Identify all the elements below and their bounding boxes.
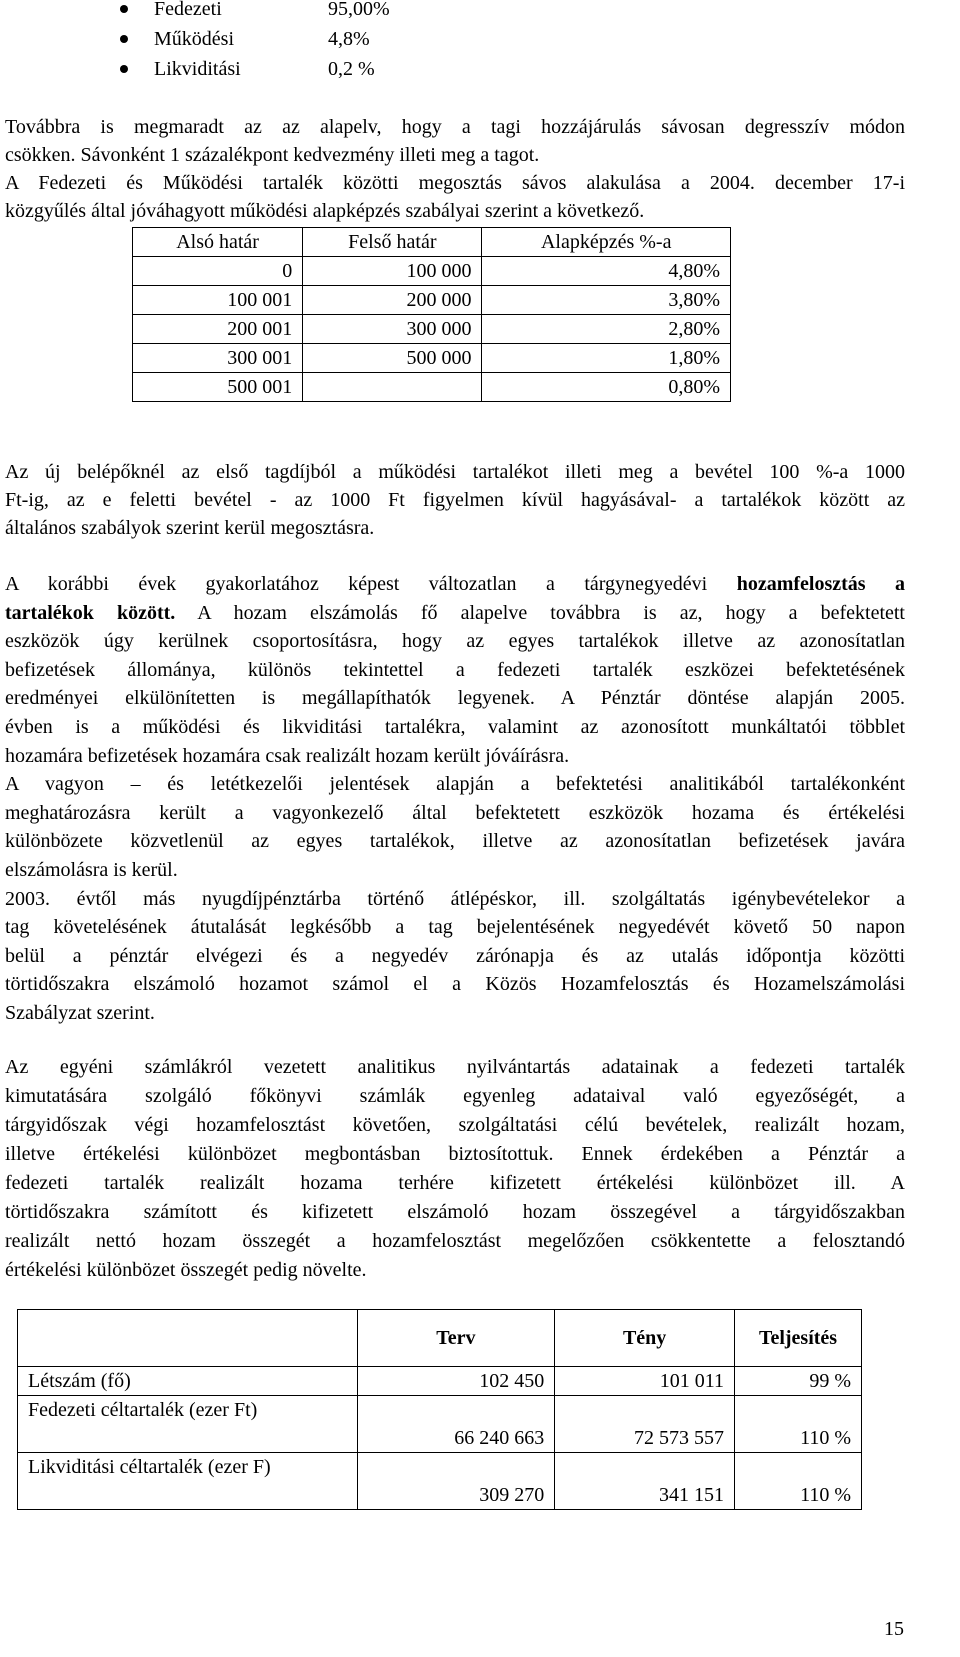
paragraph-new-members: Az új belépőknél az első tagdíjból a működési tartalékot illeti meg a bevétel 100 %-a 1000 Ft-ig, az e feletti bevétel - az 1000 Ft figyelmen kívül hagyásával- a tartalékok között az általános szabályok szerint kerül megosztásra. (5, 461, 905, 539)
reserve-split-list (120, 0, 390, 84)
table-row: Létszám (fő) 102 450 101 011 99 % (18, 1367, 862, 1396)
band-table (132, 227, 731, 402)
paragraph-yield-allocation: A korábbi évek gyakorlatához képest változatlan a tárgynegyedévi hozamfelosztás a tartalékok között. A hozam elszámolás fő alapelve továbbra is az, hogy a befektetett eszközök úgy kerülnek csoportosításra, hogy az egyes tartalékok illetve az azonosítatlan befizetések állománya, különös tekintettel a fedezeti tartalék eszközei befektetésének eredményei elkülönítetten is megállapíthatók legyenek. A Pénztár döntése alapján 2005. évben is a működési és likviditási tartalékra, valamint az azonosított munkáltatói többlet hozamára befizetések hozamára csak realizált hozam került jóváírásra. A vagyon – és letétkezelői jelentések alapján a befektetési analitikából tartalékonként meghatározásra került a vagyonkezelő által befektetett eszközök hozama és értékelési különbözete közvetlenül az egyes tartalékok, illetve az azonosítatlan befizetések javára elszámolásra is kerül. 2003. évtől más nyugdíjpénztárba történő átlépéskor, ill. szolgáltatás igénybevételekor a tag követelésének átutalását legkésőbb a tag bejelentésének negyedévét követő 50 napon belül a pénztár elvégezi és a negyedév zárónapja és az utalás időpontja közötti törtidőszakra elszámoló hozamot számol el a Közös Hozamfelosztás és Hozamelszámolási Szabályzat szerint. (5, 573, 906, 1024)
paragraph-degressive: Továbbra is megmaradt az az alapelv, hogy a tagi hozzájárulás sávosan degresszív módon csökken. Sávonként 1 százalékpont kedvezmény illeti meg a tagot. A Fedezeti és Működési tartalék közötti megosztás sávos alakulása a 2004. december 17-i közgyűlés által jóváhagyott működési alapképzés szabályai szerint a következő. (5, 116, 905, 222)
table-row: Fedezeti céltartalék (ezer Ft) 66 240 663 72 573 557 110 % (18, 1396, 862, 1453)
table-row: 300 001 500 000 1,80% (133, 344, 731, 373)
table-row: 200 001 300 000 2,80% (133, 315, 731, 344)
list-item: Fedezeti 95,00% (120, 0, 390, 24)
table-header-row: Terv Tény Teljesítés (18, 1310, 862, 1367)
table-row: 500 001 0,80% (133, 373, 731, 402)
list-item: Likviditási 0,2 % (120, 54, 390, 84)
bullet-icon (120, 5, 128, 13)
table-header-row: Alsó határ Felső határ Alapképzés %-a (133, 228, 731, 257)
performance-table (17, 1309, 862, 1510)
paragraph-analytics: Az egyéni számlákról vezetett analitikus nyilvántartás adatainak a fedezeti tartalék kimutatására szolgáló főkönyvi számlák egyenleg adataival való egyezőségét, a tárgyidőszak végi hozamfelosztást követően, szolgáltatási célú bevételek, realizált hozam, illetve értékelési különbözet megbontásban biztosítottuk. Ennek érdekében a Pénztár a fedezeti tartalék realizált hozama terhére kifizetett értékelési különbözet ill. A törtidőszakra számított és kifizetett elszámoló hozam összegével a tárgyidőszakban realizált nettó hozam összegét a hozamfelosztást megelőzően csökkentette a felosztandó értékelési különbözet összegét pedig növelte. (5, 1056, 905, 1281)
page-number: 15 (884, 1618, 904, 1640)
table-row: 100 001 200 000 3,80% (133, 286, 731, 315)
table-row: Likviditási céltartalék (ezer F) 309 270 341 151 110 % (18, 1453, 862, 1510)
bullet-icon (120, 65, 128, 73)
table-row: 0 100 000 4,80% (133, 257, 731, 286)
list-item: Működési 4,8% (120, 24, 390, 54)
bullet-icon (120, 35, 128, 43)
